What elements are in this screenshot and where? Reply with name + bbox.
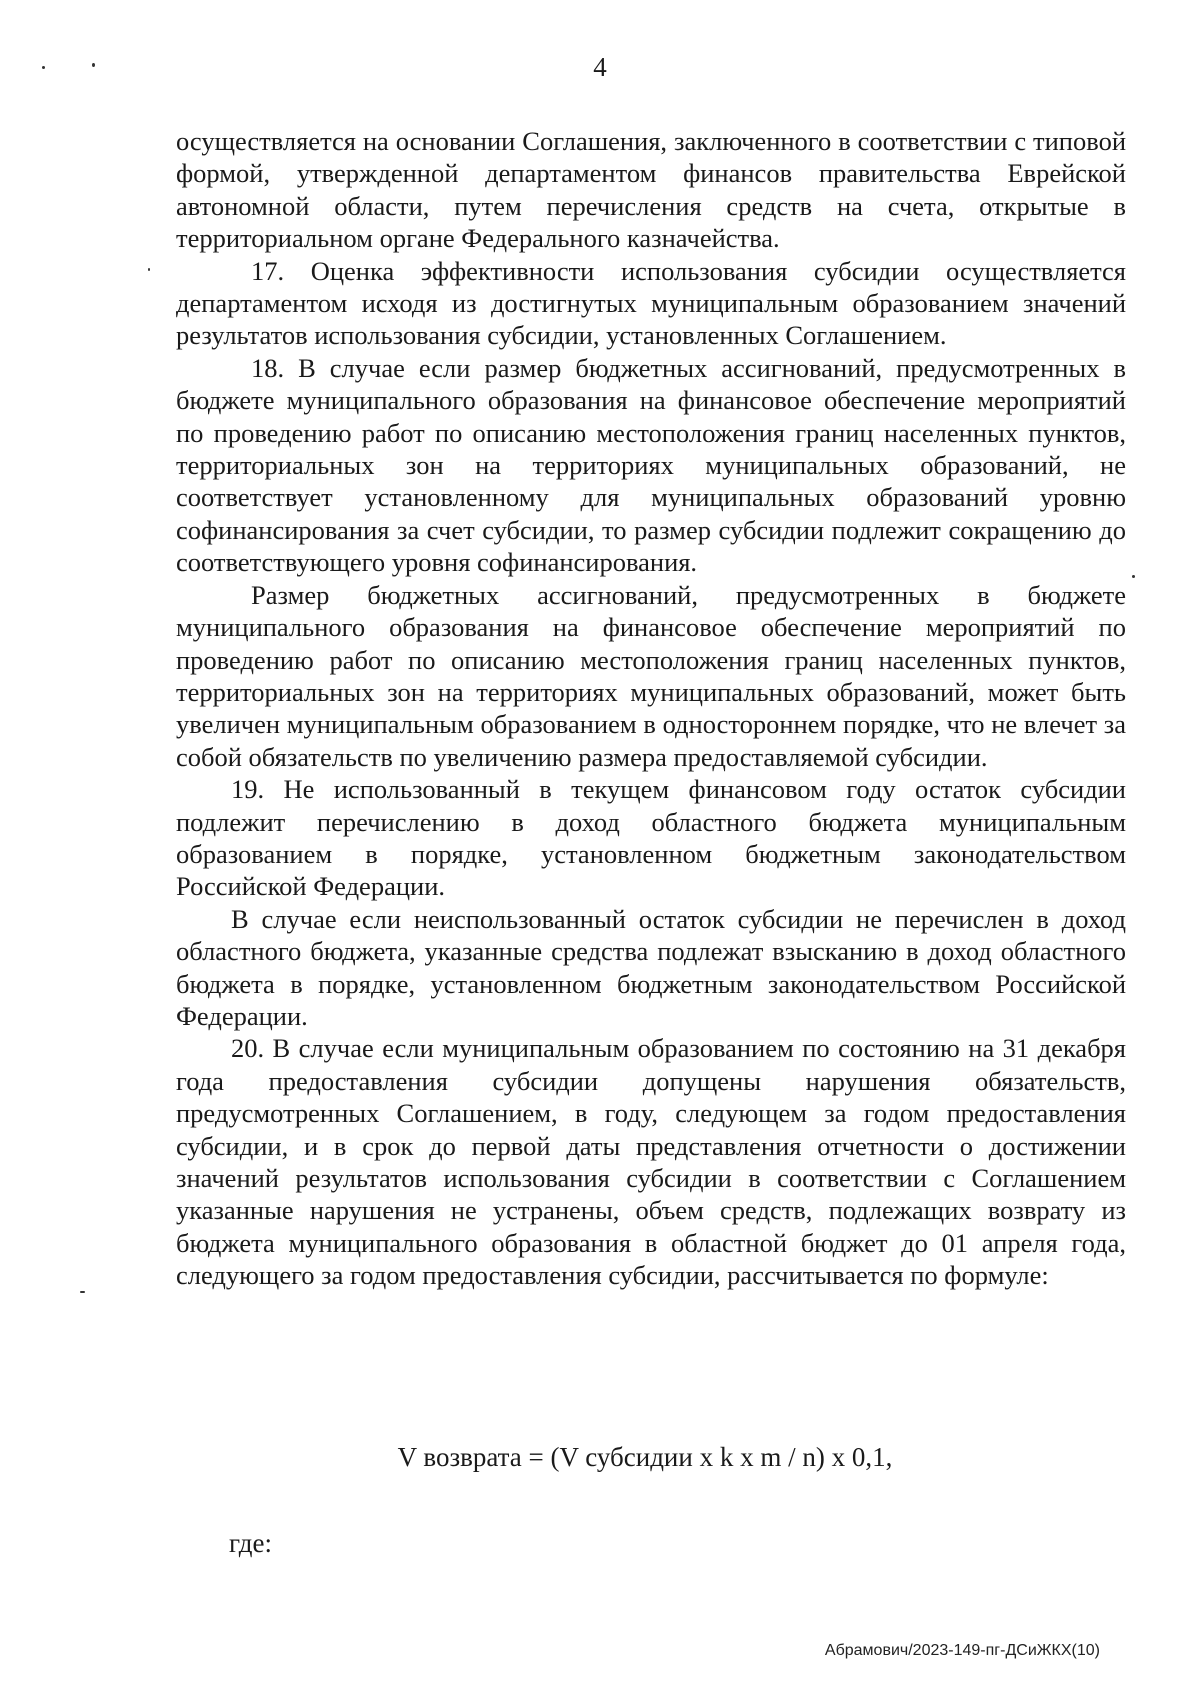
paragraph-continuation: осуществляется на основании Соглашения, заключенного в соответствии с типовой формой, утвержденной департаментом финансов правительства Еврейской автономной области, путем перечисления средств на счета, открытые в территориальном органе Федерального казначейства. (176, 126, 1126, 254)
scan-speck (42, 66, 45, 69)
scan-speck (148, 268, 150, 271)
page-number: 4 (593, 52, 607, 82)
paragraph-19: 19. Не использованный в текущем финансовом году остаток субсидии подлежит перечислению в доход областного бюджета муниципальным образованием в порядке, установленном бюджетным законодательством Российской Федерации. (176, 774, 1126, 902)
paragraph-19-part-2: В случае если неиспользованный остаток субсидии не перечислен в доход областного бюджета, указанные средства подлежат взысканию в доход областного бюджета в порядке, установленном бюджетным законодательством Российской Федерации. (176, 903, 1126, 1031)
paragraph-18-part-2: Размер бюджетных ассигнований, предусмотренных в бюджете муниципального образования на финансовое обеспечение мероприятий по проведению работ по описанию местоположения границ населенных пунктов, территориальных зон на территориях муниципальных образований, может быть увеличен муниципальным образованием в одностороннем порядке, что не влечет за собой обязательств по увеличению размера предоставляемой субсидии. (176, 579, 1126, 772)
scan-speck (80, 1291, 85, 1293)
return-formula: V возврата = (V субсидии x k x m / n) x 0,1, (397, 1442, 893, 1472)
paragraph-20: 20. В случае если муниципальным образованием по состоянию на 31 декабря года предоставления субсидии допущены нарушения обязательств, предусмотренных Соглашением, в году, следующем за годом предоставления субсидии, и в срок до первой даты представления отчетности о достижении значений результатов использования субсидии в соответствии с Соглашением указанные нарушения не устранены, объем средств, подлежащих возврату из бюджета муниципального образования в областной бюджет до 01 апреля года, следующего за годом предоставления субсидии, рассчитывается по формуле: (176, 1033, 1126, 1291)
where-label: где: (229, 1528, 272, 1558)
scan-speck (92, 63, 95, 67)
paragraph-18: 18. В случае если размер бюджетных ассигнований, предусмотренных в бюджете муниципального образования на финансовое обеспечение мероприятий по проведению работ по описанию местоположения границ населенных пунктов, территориальных зон на территориях муниципальных образований, не соответствует установленному для муниципальных образований уровню софинансирования за счет субсидии, то размер субсидии подлежит сокращению до соответствующего уровня софинансирования. (176, 352, 1126, 578)
paragraph-17: 17. Оценка эффективности использования субсидии осуществляется департаментом исходя из достигнутых муниципальным образованием значений результатов использования субсидии, установленных Соглашением. (176, 255, 1126, 351)
scan-speck (1132, 575, 1135, 578)
document-code-footer: Абрамович/2023-149-пг-ДСиЖКХ(10) (824, 1642, 1100, 1659)
document-body (176, 125, 1126, 1292)
